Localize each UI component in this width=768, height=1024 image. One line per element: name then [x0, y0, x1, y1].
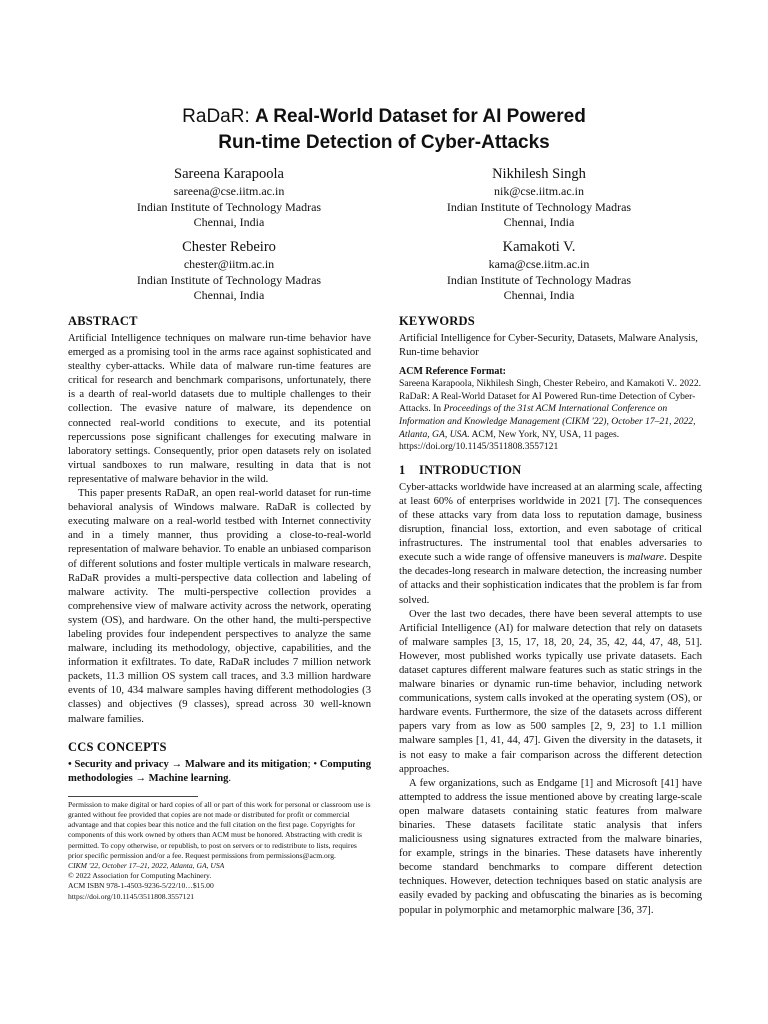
acm-ref-part2: ACM, New York, NY, USA, 11 pages. https://doi.org/10.1145/3511808.3557121 — [399, 428, 620, 453]
author-affiliation: Indian Institute of Technology Madras — [446, 199, 632, 214]
author-affiliation: Indian Institute of Technology Madras — [136, 199, 322, 214]
author-name: Sareena Karapoola — [174, 166, 284, 182]
introduction-heading — [399, 462, 702, 478]
keywords-heading: KEYWORDS — [399, 314, 475, 328]
doi-line: https://doi.org/10.1145/3511808.3557121 — [68, 891, 195, 901]
ccs-concepts — [68, 758, 371, 786]
author-name: Kamakoti V. — [502, 239, 576, 255]
author-name: Nikhilesh Singh — [492, 166, 586, 182]
intro-p1-a: Cyber-attacks worldwide have increased at an alarming scale, affecting at least 60% of enterprises worldwide in 2021 [7]. The consequences of these attacks vary from data loss to reputation damage, business disruption, financial loss, extortion, and even sabotage of critical infrastructures. The instrumental tool that enables adversaries to execute such a wide range of offensive maneuvers is — [399, 481, 702, 564]
intro-paragraph-3: A few organizations, such as Endgame [1] and Microsoft [41] have attempted to address the issue mentioned above by creating large-scale open malware datasets containing static features from malware binaries. These datasets facilitate static analysis that infers maliciousness using signatures extracted from the malware binaries, for example, strings in the binaries. These datasets have inherently become standard benchmarks to compare different detection techniques. However, detection techniques based on static analysis are easily evaded by packing and obfuscating the binaries as is becoming popular in polymorphic and metamorphic malware [36, 37]. — [399, 777, 702, 916]
author-email: kama@cse.iitm.ac.in — [488, 257, 590, 271]
conference-line: CIKM '22, October 17–21, 2022, Atlanta, GA, USA — [68, 861, 225, 871]
acm-ref-part1: Sareena Karapoola, Nikhilesh Singh, Chester Rebeiro, and Kamakoti V.. 2022. RaDaR: A Real-World Dataset for AI Powered Run-time Detection of Cyber-Attacks. In — [399, 378, 702, 415]
author-email: sareena@cse.iitm.ac.in — [173, 184, 285, 198]
ccs-end: . — [228, 772, 232, 784]
permission-block — [68, 800, 371, 902]
acm-ref-proceedings: Proceedings of the 31st ACM International Conference on Information and Knowledge Management (CIKM '22), October 17–21, 2022, Atlanta, GA, USA. — [399, 403, 696, 440]
author-location: Chennai, India — [193, 215, 265, 229]
author-location: Chennai, India — [193, 288, 265, 302]
ccs-item1-main: Malware and its mitigation — [184, 758, 308, 770]
right-column — [399, 313, 702, 918]
author-affiliation: Indian Institute of Technology Madras — [446, 272, 632, 287]
left-column — [68, 313, 371, 902]
author-location: Chennai, India — [503, 288, 575, 302]
permission-text: Permission to make digital or hard copies of all or part of this work for personal or classroom use is granted without fee provided that copies are not made or distributed for profit or commercial advantage and that copies bear this notice and the full citation on the first page. Copyrights for components of this work owned by others than ACM must be honored. Abstracting with credit is permitted. To copy otherwise, or republish, to post on servers or to redistribute to lists, requires prior specific permission and/or a fee. Request permissions from permissions@acm.org. — [68, 799, 371, 860]
keywords-text: Artificial Intelligence for Cyber-Security, Datasets, Malware Analysis, Run-time behavior — [399, 333, 698, 359]
copyright-line: © 2022 Association for Computing Machinery. — [68, 871, 212, 881]
abstract-heading: ABSTRACT — [68, 314, 138, 328]
author-name: Chester Rebeiro — [182, 239, 276, 255]
author-block-2 — [389, 165, 689, 231]
author-block-3 — [79, 238, 379, 304]
section-number: 1 — [399, 462, 406, 477]
abstract-paragraph-1: Artificial Intelligence techniques on malware run-time behavior have emerged as a promising tool in the arms race against sophisticated and stealthy cyber-attacks. While data of malware run-time features are critical for research and benchmark comparisons, unfortunately, there is a dearth of real-world datasets due to multiple challenges to their collection. The evasive nature of malware, its dependence on connected real-world conditions to execute, and its potential repercussions pose significant challenges for executing malware in laboratory settings. Consequently, prior open datasets rely on isolated virtual sandboxes to run malware, resulting in data that is not representative of malware behavior in the wild. — [68, 333, 371, 485]
title-line-1 — [60, 104, 708, 130]
acm-reference-text — [399, 378, 702, 454]
author-affiliation: Indian Institute of Technology Madras — [136, 272, 322, 287]
intro-paragraph-1 — [399, 481, 702, 608]
section-title: INTRODUCTION — [419, 462, 522, 477]
title-main: A Real-World Dataset for AI Powered — [255, 106, 586, 127]
conference-info — [68, 861, 371, 871]
isbn-line: ACM ISBN 978-1-4503-9236-5/22/10…$15.00 — [68, 881, 214, 891]
acm-reference-heading: ACM Reference Format: — [399, 366, 506, 378]
intro-p1-b: . Despite the decades-long research in malware detection, the increasing number of attacks and their sophistication indicates that the problem is far from solved. — [399, 552, 702, 606]
ccs-item2-main: Machine learning — [148, 772, 229, 784]
intro-paragraph-2: Over the last two decades, there have been several attempts to use Artificial Intelligence (AI) for malware detection that rely on datasets of malware samples [3, 15, 17, 18, 20, 24, 35, 42, 44, 47, 48, 51]. However, most published works typically use private datasets. Each dataset captures different malware features such as static strings in the malware binaries or dynamic run-time behavior, including network communications, system calls invoked at the operating system (OS), or hardware events. Furthermore, the size of the datasets across different papers vary from as low as 500 samples [2, 9, 23] to 1.1 million malware samples [1, 41, 44, 47]. Given the diversity in the datasets, it is not easy to make a fair comparison across the different detection approaches. — [399, 608, 702, 775]
author-block-1 — [79, 165, 379, 231]
author-block-4 — [389, 238, 689, 304]
author-location: Chennai, India — [503, 215, 575, 229]
title-line-2: Run-time Detection of Cyber-Attacks — [218, 132, 550, 153]
ccs-heading: CCS CONCEPTS — [68, 739, 167, 754]
paper-title — [60, 104, 708, 156]
ccs-item2-prefix: Computing methodologies → — [68, 758, 371, 784]
abstract-paragraph-2: This paper presents RaDaR, an open real-world dataset for run-time behavioral analysis of Windows malware. RaDaR is collected by executing malware on a real-world testbed with Internet connectivity and in a timely manner, thus providing a close-to-real-world representation of malware behavior. To enable an unbiased comparison of different solutions and foster multiple verticals in malware research, RaDaR provides a multi-perspective data collection and labeling of malware activity. The multi-perspective collection provides a comprehensive view of malware activity across the network, operating system (OS), and hardware. On the other hand, the multi-perspective labeling provides four independent perspectives to analyze the same malware, including its methodology, objective, capabilities, and the information it exfiltrates. To date, RaDaR includes 7 million network packets, 11.3 million OS system call traces, and 3.3 million hardware events of 10, 434 malware samples having different methodologies (3 classes) and objectives (9 classes), spread across 30 well-known malware families. — [68, 488, 371, 725]
intro-p1-emphasis: malware — [627, 552, 664, 564]
ccs-separator: ; • — [307, 758, 320, 770]
title-radar: RaDaR: — [182, 106, 256, 127]
author-email: chester@iitm.ac.in — [183, 257, 275, 271]
ccs-item1-prefix: • Security and privacy → — [68, 758, 185, 770]
author-email: nik@cse.iitm.ac.in — [493, 184, 585, 198]
